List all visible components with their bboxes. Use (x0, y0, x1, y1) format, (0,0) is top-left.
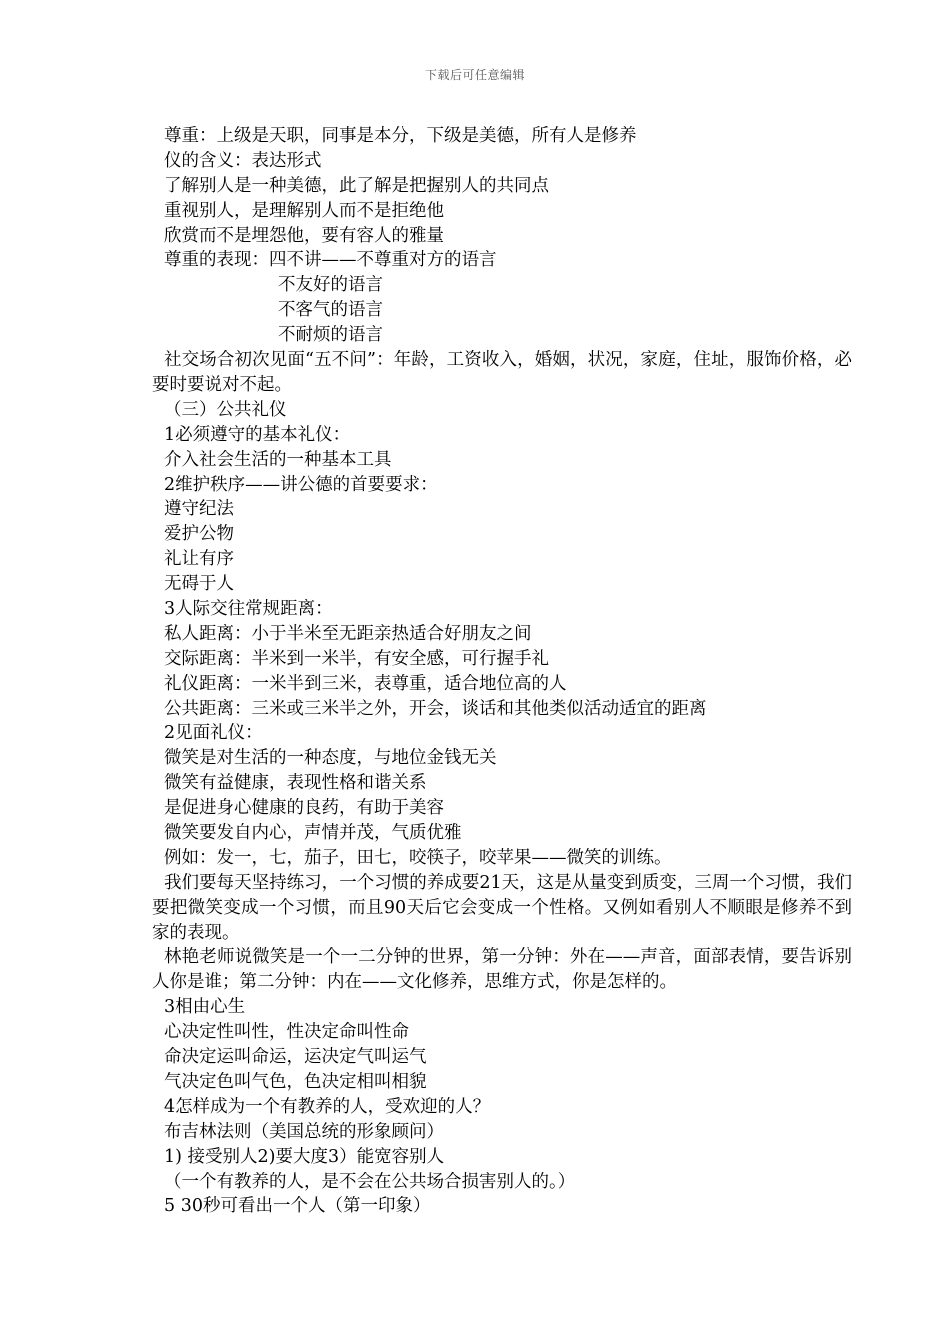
text-line: 爱护公物 (164, 524, 234, 545)
text-line: 气决定色叫气色，色决定相叫相貌 (164, 1071, 427, 1092)
text-line: 是促进身心健康的良药，有助于美容 (164, 798, 444, 819)
text-line: 公共距离：三米或三米半之外，开会，谈话和其他类似活动适宜的距离 (164, 698, 707, 719)
text-line: 2见面礼仪： (164, 723, 263, 744)
paragraph: 我们要每天坚持练习，一个习惯的养成要21天，这是从量变到质变，三周一个习惯，我们要把微笑变成一个习惯，而且90天后它会变成一个性格。又例如看别人不顺眼是修养不到家的表现。 (152, 872, 852, 943)
text-line: 4怎样成为一个有教养的人，受欢迎的人？ (164, 1096, 491, 1117)
text-line: 交际距离：半米到一米半，有安全感，可行握手礼 (164, 648, 549, 669)
text-line: 微笑要发自内心，声情并茂，气质优雅 (164, 822, 462, 843)
text-line: （三）公共礼仪 (164, 399, 287, 420)
text-line: 1必须遵守的基本礼仪： (164, 424, 351, 445)
text-line: （一个有教养的人，是不会在公共场合损害别人的。） (164, 1171, 576, 1192)
text-line: 重视别人，是理解别人而不是拒绝他 (164, 200, 444, 221)
text-line: 尊重的表现：四不讲——不尊重对方的语言 (164, 250, 497, 271)
text-line: 2维护秩序——讲公德的首要要求： (164, 474, 438, 495)
text-line: 无碍于人 (164, 574, 234, 595)
text-line: 布吉林法则（美国总统的形象顾问） (164, 1121, 444, 1142)
text-line: 不友好的语言 (278, 275, 383, 296)
text-line: 3相由心生 (164, 997, 246, 1018)
text-line: 仪的含义：表达形式 (164, 150, 322, 171)
text-line: 不客气的语言 (278, 300, 383, 321)
paragraph: 社交场合初次见面“五不问”：年龄，工资收入，婚姻，状况，家庭，住址，服饰价格，必要时要说对不起。 (152, 350, 852, 395)
text-line: 了解别人是一种美德，此了解是把握别人的共同点 (164, 175, 549, 196)
text-line: 欣赏而不是埋怨他，要有容人的雅量 (164, 225, 444, 246)
text-line: 5 30秒可看出一个人（第一印象） (164, 1196, 431, 1217)
paragraph: 林艳老师说微笑是一个一二分钟的世界，第一分钟：外在——声音，面部表情，要告诉别人你是谁；第二分钟：内在——文化修养，思维方式，你是怎样的。 (152, 947, 852, 993)
text-line: 遵守纪法 (164, 499, 234, 520)
page-header: 下载后可任意编辑 (424, 68, 525, 82)
text-line: 不耐烦的语言 (278, 325, 383, 346)
text-line: 微笑是对生活的一种态度，与地位金钱无关 (164, 748, 497, 769)
text-line: 礼仪距离：一米半到三米，表尊重，适合地位高的人 (164, 673, 567, 694)
text-line: 例如：发一，七，茄子，田七，咬筷子，咬苹果——微笑的训练。 (164, 847, 672, 868)
text-line: 介入社会生活的一种基本工具 (164, 449, 392, 470)
text-line: 礼让有序 (164, 549, 234, 570)
text-line: 3人际交往常规距离： (164, 598, 333, 619)
document-body (152, 124, 852, 1219)
text-line: 心决定性叫性，性决定命叫性命 (164, 1022, 409, 1043)
text-line: 1) 接受别人2)要大度3）能宽容别人 (164, 1146, 445, 1167)
text-line: 私人距离：小于半米至无距亲热适合好朋友之间 (164, 623, 532, 644)
text-line: 命决定运叫命运，运决定气叫运气 (164, 1047, 427, 1068)
text-line: 尊重：上级是天职，同事是本分，下级是美德，所有人是修养 (164, 126, 637, 146)
text-line: 微笑有益健康，表现性格和谐关系 (164, 773, 427, 794)
